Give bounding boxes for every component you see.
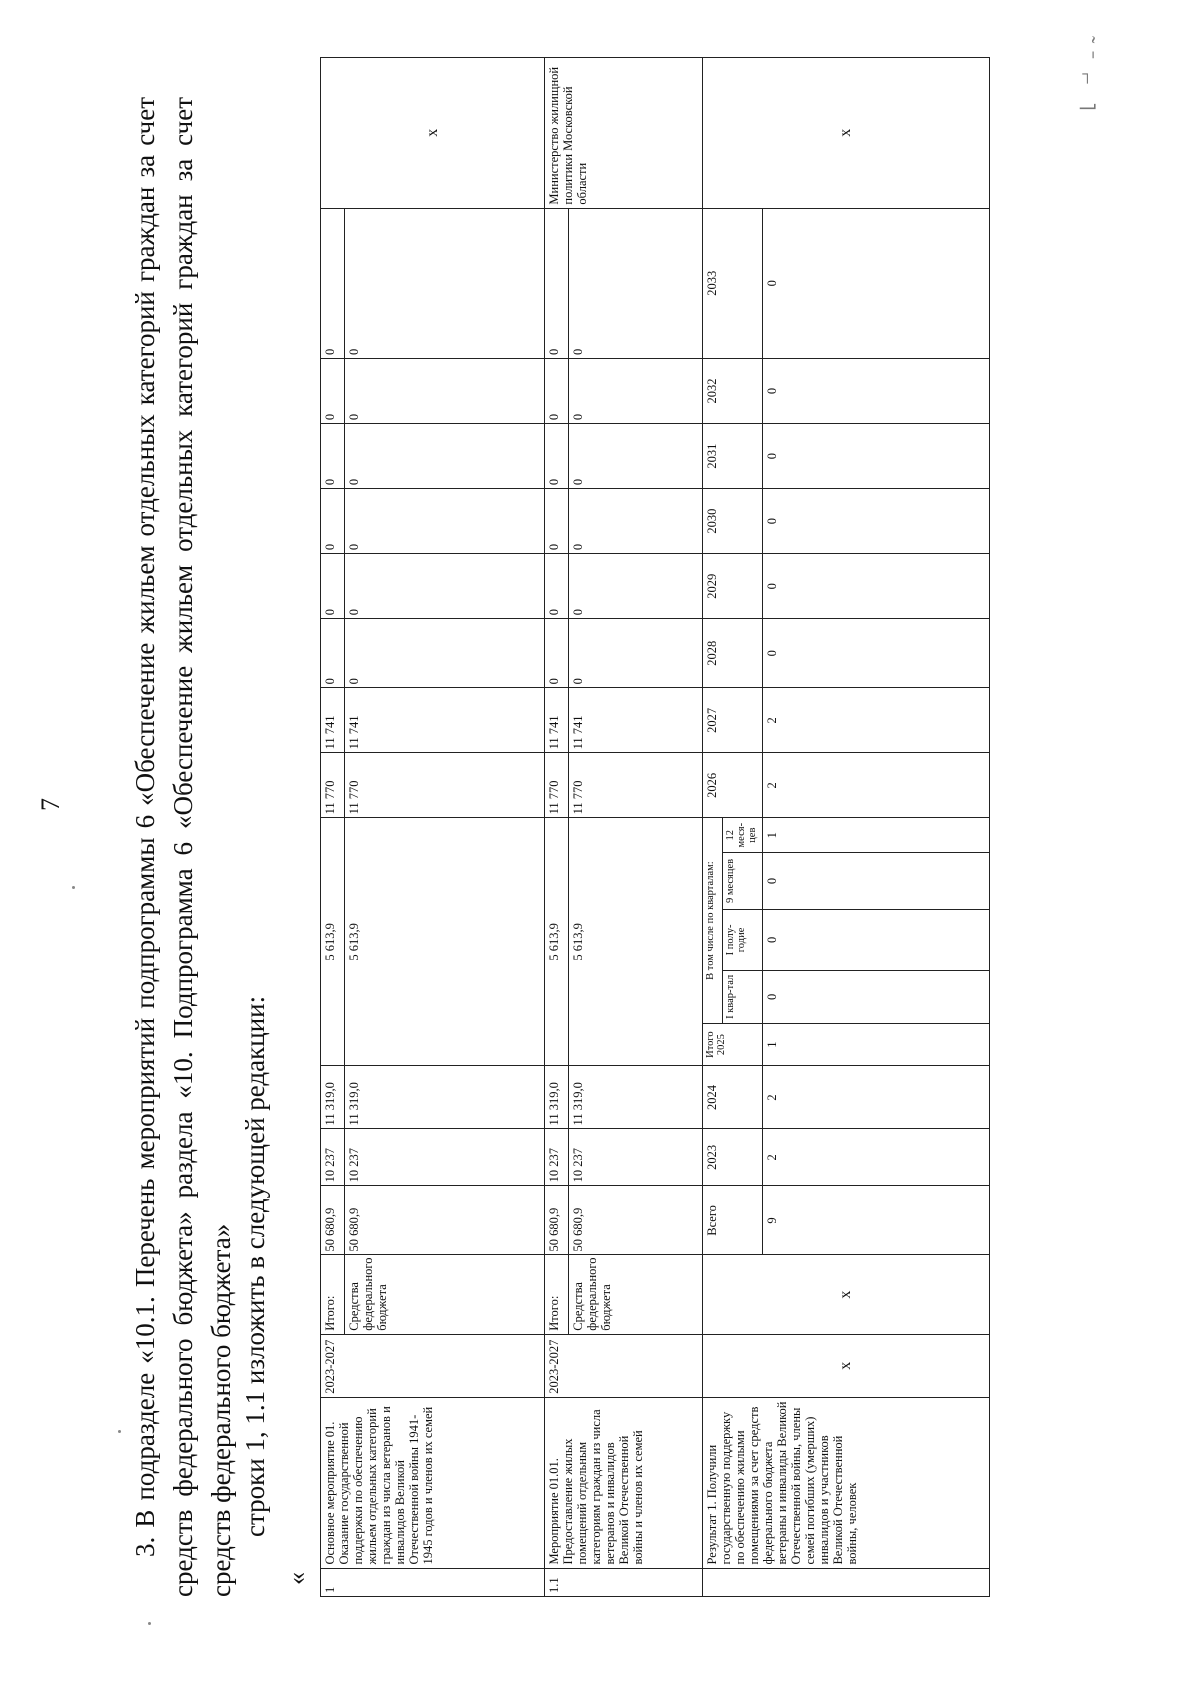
- amount-2026: 11 770: [545, 753, 569, 818]
- amount-2031: 0: [345, 424, 545, 489]
- amount-2029: 0: [569, 554, 703, 619]
- amount-2025: 5 613,9: [569, 818, 703, 1066]
- amount-2030: 0: [321, 489, 345, 554]
- intro-line-2: строки 1, 1.1 изложить в следующей редакции:: [240, 995, 270, 1537]
- amount-2027: 11 741: [545, 688, 569, 753]
- amount-2028: 0: [321, 619, 345, 688]
- header-2030: 2030: [703, 489, 763, 554]
- amount-2026: 11 770: [321, 753, 345, 818]
- amount-2028: 0: [345, 619, 545, 688]
- amount-2030: 0: [545, 489, 569, 554]
- amount-total: 50 680,9: [345, 1186, 545, 1255]
- amount-2023: 10 237: [545, 1129, 569, 1186]
- responsible: х: [321, 58, 545, 209]
- amount-2031: 0: [545, 424, 569, 489]
- measures-table: [320, 57, 990, 1597]
- amount-2032: 0: [545, 359, 569, 424]
- amount-2025: 5 613,9: [545, 818, 569, 1066]
- source-fed-label: Средства федерального бюджета: [569, 1255, 703, 1334]
- header-2032: 2032: [703, 359, 763, 424]
- source-total-label: Итого:: [545, 1255, 569, 1334]
- amount-2025: 5 613,9: [345, 818, 545, 1066]
- header-2027: 2027: [703, 688, 763, 753]
- value-2023: 2: [763, 1129, 990, 1186]
- amount-2026: 11 770: [345, 753, 545, 818]
- value-total: 9: [763, 1186, 990, 1255]
- amount-2023: 10 237: [321, 1129, 345, 1186]
- table-row: [321, 58, 345, 1597]
- intro-paragraph: 3. В подразделе «10.1. Перечень мероприятий подпрограммы 6 «Обеспечение жильем отдельных категорий граждан за счет средств федерального бюджета» раздела «10. Подпрограмма 6 «Обеспечение жильем отдельных категорий граждан за счет средств федерального бюджета»: [130, 97, 236, 1597]
- header-q2: I полу-годие: [723, 909, 763, 970]
- amount-total: 50 680,9: [321, 1186, 345, 1255]
- measure-name: Мероприятие 01.01. Предоставление жилых помещений отдельным категориям граждан из числа ветеранов и инвалидов Великой Отечественной войны и членов их семей: [545, 1397, 703, 1568]
- quote-open: «: [282, 1572, 311, 1585]
- value-q1: 0: [763, 970, 990, 1023]
- source-fed-label: Средства федерального бюджета: [345, 1255, 545, 1334]
- amount-2023: 10 237: [345, 1129, 545, 1186]
- source-total-label: Итого:: [321, 1255, 345, 1334]
- amount-2028: 0: [545, 619, 569, 688]
- scan-marks: ˜ ̄ ⌐ ˥: [1075, 36, 1100, 117]
- value-q2: 0: [763, 909, 990, 970]
- value-2030: 0: [763, 489, 990, 554]
- amount-2025: 5 613,9: [321, 818, 345, 1066]
- row-number: 1.1: [545, 1568, 703, 1596]
- header-2024: 2024: [703, 1066, 763, 1129]
- header-q3: 9 месяцев: [723, 853, 763, 910]
- amount-2032: 0: [345, 359, 545, 424]
- header-2033: 2033: [703, 208, 763, 358]
- amount-2024: 11 319,0: [345, 1066, 545, 1129]
- period: 2023-2027: [545, 1334, 703, 1397]
- amount-2024: 11 319,0: [321, 1066, 345, 1129]
- amount-2029: 0: [345, 554, 545, 619]
- amount-2023: 10 237: [569, 1129, 703, 1186]
- amount-2027: 11 741: [569, 688, 703, 753]
- value-2024: 2: [763, 1066, 990, 1129]
- value-2032: 0: [763, 359, 990, 424]
- result-period-x: х: [703, 1334, 990, 1397]
- amount-2027: 11 741: [321, 688, 345, 753]
- amount-total: 50 680,9: [545, 1186, 569, 1255]
- amount-total: 50 680,9: [569, 1186, 703, 1255]
- header-quarters: В том числе по кварталам:: [703, 818, 723, 1023]
- amount-2033: 0: [345, 208, 545, 358]
- amount-2032: 0: [569, 359, 703, 424]
- header-q4: 12 меся-цев: [723, 818, 763, 853]
- header-2029: 2029: [703, 554, 763, 619]
- responsible: Министерство жилищной политики Московской области: [545, 58, 703, 209]
- amount-2029: 0: [321, 554, 345, 619]
- value-2027: 2: [763, 688, 990, 753]
- value-itogo-2025: 1: [763, 1023, 990, 1066]
- amount-2033: 0: [545, 208, 569, 358]
- amount-2028: 0: [569, 619, 703, 688]
- value-q3: 0: [763, 853, 990, 910]
- result-source-x: х: [703, 1255, 990, 1334]
- amount-2024: 11 319,0: [569, 1066, 703, 1129]
- period: 2023-2027: [321, 1334, 545, 1397]
- header-2031: 2031: [703, 424, 763, 489]
- amount-2024: 11 319,0: [545, 1066, 569, 1129]
- header-itogo-2025: Итого 2025: [703, 1023, 763, 1066]
- header-2026: 2026: [703, 753, 763, 818]
- header-2023: 2023: [703, 1129, 763, 1186]
- amount-2030: 0: [345, 489, 545, 554]
- row-number: 1: [321, 1568, 545, 1596]
- value-2031: 0: [763, 424, 990, 489]
- value-q4: 1: [763, 818, 990, 853]
- header-total: Всего: [703, 1186, 763, 1255]
- amount-2030: 0: [569, 489, 703, 554]
- amount-2032: 0: [321, 359, 345, 424]
- amount-2026: 11 770: [569, 753, 703, 818]
- rotated-page: [30, 27, 1090, 1667]
- amount-2033: 0: [569, 208, 703, 358]
- value-2026: 2: [763, 753, 990, 818]
- result-name: Результат 1. Получили государственную поддержку по обеспечению жилыми помещениями за счет средств федерального бюджета ветераны и инвалиды Великой Отечественной войны, члены семей погибших (умерших) инвалидов и участников Великой Отечественной войны, человек: [703, 1397, 990, 1568]
- amount-2031: 0: [569, 424, 703, 489]
- amount-2031: 0: [321, 424, 345, 489]
- measure-name: Основное мероприятие 01. Оказание государственной поддержки по обеспечению жильем отдельных категорий граждан из числа ветеранов и инвалидов Великой Отечественной войны 1941-1945 годов и членов их семей: [321, 1397, 545, 1568]
- value-2033: 0: [763, 208, 990, 358]
- table-row: [545, 58, 569, 1597]
- value-2028: 0: [763, 619, 990, 688]
- result-responsible: х: [703, 58, 990, 209]
- row-number-empty: [703, 1568, 990, 1596]
- amount-2029: 0: [545, 554, 569, 619]
- amount-2033: 0: [321, 208, 345, 358]
- header-q1: I квар-тал: [723, 970, 763, 1023]
- amount-2027: 11 741: [345, 688, 545, 753]
- value-2029: 0: [763, 554, 990, 619]
- table-row: [703, 58, 723, 1597]
- header-2028: 2028: [703, 619, 763, 688]
- page-number: 7: [36, 798, 65, 811]
